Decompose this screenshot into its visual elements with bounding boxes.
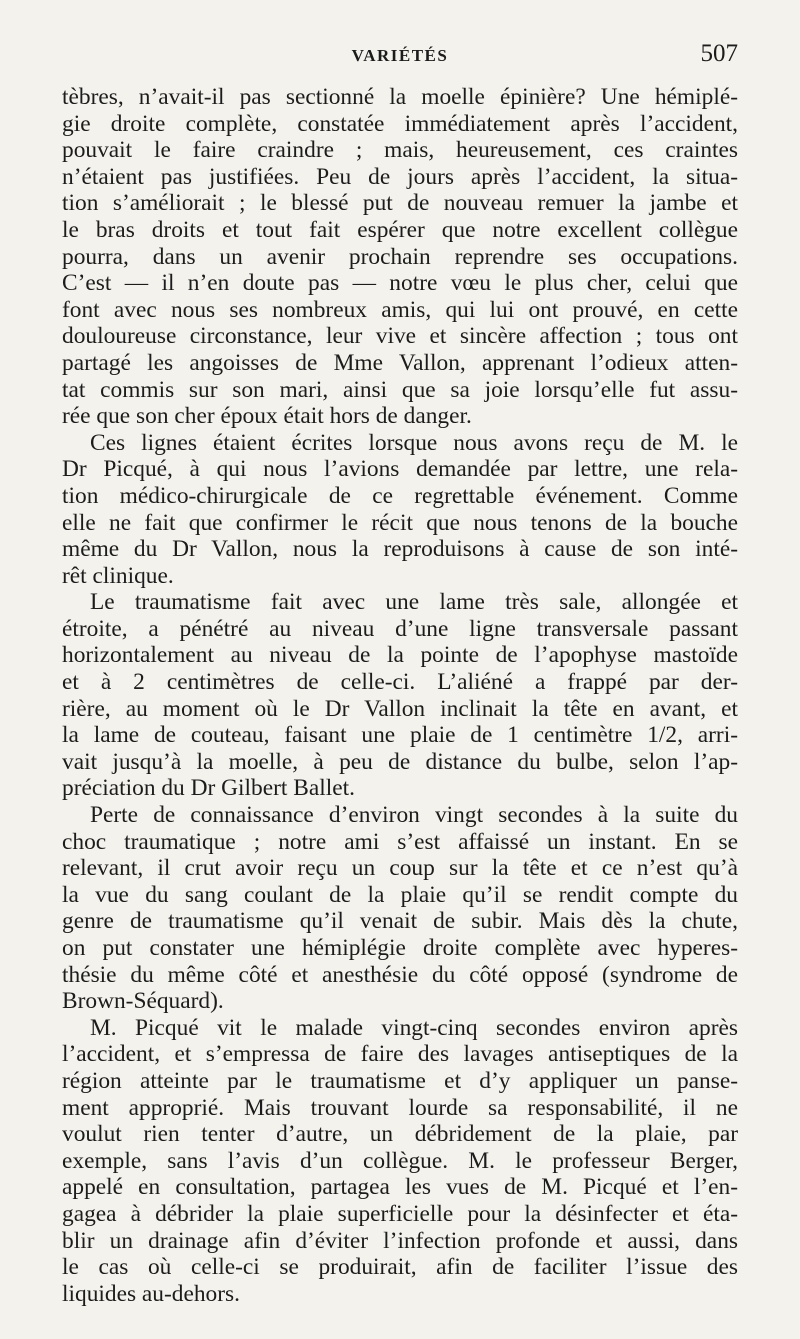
text-line: préciation du Dr Gilbert Ballet. bbox=[62, 775, 355, 802]
text-line: l’accident, et s’empressa de faire des lavages antiseptiques de la bbox=[62, 1041, 738, 1068]
text-line: genre de traumatisme qu’il venait de subir. Mais dès la chute, bbox=[62, 908, 738, 935]
text-line: M. Picqué vit le malade vingt-cinq secondes environ après bbox=[90, 1014, 738, 1041]
text-line: thésie du même côté et anesthésie du côté opposé (syndrome de bbox=[62, 961, 738, 988]
text-line: pouvait le faire craindre ; mais, heureusement, ces craintes bbox=[62, 137, 738, 164]
text-line: pourra, dans un avenir prochain reprendre ses occupations. bbox=[62, 243, 738, 270]
text-line: la vue du sang coulant de la plaie qu’il se rendit compte du bbox=[62, 881, 738, 908]
text-line: douloureuse circonstance, leur vive et sincère affection ; tous ont bbox=[62, 323, 738, 350]
text-line: le cas où celle-ci se produirait, afin de faciliter l’issue des bbox=[62, 1254, 738, 1281]
text-line: n’étaient pas justifiées. Peu de jours après l’accident, la situa- bbox=[62, 163, 738, 190]
text-line: horizontalement au niveau de la pointe de l’apophyse mastoïde bbox=[62, 642, 738, 669]
text-line: même du Dr Vallon, nous la reproduisons à cause de son inté- bbox=[62, 536, 738, 563]
text-line: Dr Picqué, à qui nous l’avions demandée par lettre, une rela- bbox=[62, 456, 738, 483]
text-line: Le traumatisme fait avec une lame très sale, allongée et bbox=[90, 589, 738, 616]
text-line: ment approprié. Mais trouvant lourde sa responsabilité, il ne bbox=[62, 1094, 738, 1121]
text-line: font avec nous ses nombreux amis, qui lui ont prouvé, en cette bbox=[62, 296, 738, 323]
paragraph bbox=[62, 589, 738, 802]
text-line: appelé en consultation, partagea les vues de M. Picqué et l’en- bbox=[62, 1174, 738, 1201]
paragraph bbox=[62, 430, 738, 590]
text-line: partagé les angoisses de Mme Vallon, apprenant l’odieux atten- bbox=[62, 349, 738, 376]
body-text bbox=[62, 84, 738, 1307]
text-line: blir un drainage afin d’éviter l’infection profonde et aussi, dans bbox=[62, 1227, 738, 1254]
text-line: Ces lignes étaient écrites lorsque nous avons reçu de M. le bbox=[90, 429, 738, 456]
text-line: tat commis sur son mari, ainsi que sa joie lorsqu’elle fut assu- bbox=[62, 376, 738, 403]
text-line: exemple, sans l’avis d’un collègue. M. le professeur Berger, bbox=[62, 1147, 738, 1174]
text-line: vait jusqu’à la moelle, à peu de distance du bulbe, selon l’ap- bbox=[62, 748, 738, 775]
text-line: on put constater une hémiplégie droite complète avec hyperes- bbox=[62, 935, 738, 961]
text-line: rée que son cher époux était hors de danger. bbox=[62, 403, 472, 430]
text-line: relevant, il crut avoir reçu un coup sur la tête et ce n’est qu’à bbox=[62, 855, 738, 882]
text-line: le bras droits et tout fait espérer que notre excellent collègue bbox=[62, 216, 738, 243]
text-line: Perte de connaissance d’environ vingt secondes à la suite du bbox=[90, 802, 738, 829]
paragraph bbox=[62, 84, 738, 430]
text-line: C’est — il n’en doute pas — notre vœu le plus cher, celui que bbox=[62, 270, 738, 297]
text-line: liquides au-dehors. bbox=[62, 1280, 240, 1307]
text-line: choc traumatique ; notre ami s’est affaissé un instant. En se bbox=[62, 828, 738, 855]
text-line: voulut rien tenter d’autre, un débridement de la plaie, par bbox=[62, 1121, 738, 1148]
text-line: elle ne fait que confirmer le récit que nous tenons de la bouche bbox=[62, 509, 738, 536]
text-line: tion médico-chirurgicale de ce regrettable événement. Comme bbox=[62, 482, 738, 509]
text-line: et à 2 centimètres de celle-ci. L’aliéné a frappé par der- bbox=[62, 669, 738, 696]
text-line: Brown-Séquard). bbox=[62, 988, 224, 1015]
page-header bbox=[62, 40, 738, 74]
paragraph bbox=[62, 802, 738, 1015]
text-line: région atteinte par le traumatisme et d’y appliquer un panse- bbox=[62, 1067, 738, 1094]
text-line: la lame de couteau, faisant une plaie de 1 centimètre 1/2, arri- bbox=[62, 722, 738, 749]
text-line: rêt clinique. bbox=[62, 562, 174, 589]
running-head: VARIÉTÉS bbox=[351, 46, 449, 65]
text-line: tèbres, n’avait-il pas sectionné la moelle épinière? Une hémiplé- bbox=[62, 84, 738, 110]
text-line: étroite, a pénétré au niveau d’une ligne transversale passant bbox=[62, 615, 738, 642]
text-line: rière, au moment où le Dr Vallon inclinait la tête en avant, et bbox=[62, 695, 738, 722]
text-line: gie droite complète, constatée immédiatement après l’accident, bbox=[62, 110, 738, 137]
page-number: 507 bbox=[700, 40, 738, 67]
text-line: gagea à débrider la plaie superficielle pour la désinfecter et éta- bbox=[62, 1200, 738, 1227]
text-line: tion s’améliorait ; le blessé put de nouveau remuer la jambe et bbox=[62, 190, 738, 217]
paragraph bbox=[62, 1015, 738, 1308]
